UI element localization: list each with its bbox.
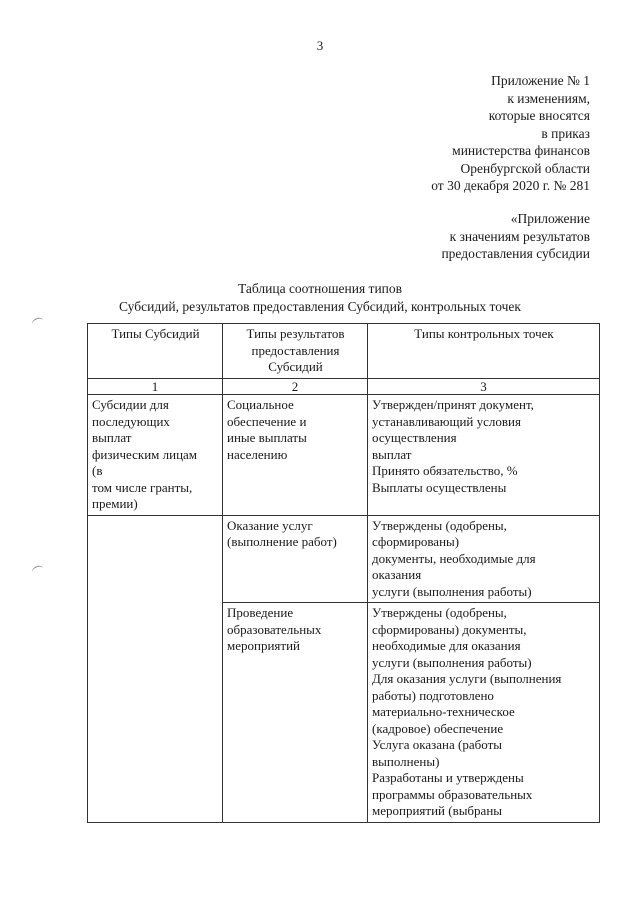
- cell-text: мероприятий (выбраны: [372, 803, 503, 818]
- cell-text: выплат: [372, 446, 412, 462]
- cell-text: мероприятий: [227, 638, 300, 653]
- cell-text: Для оказания услуги (выполнения: [372, 671, 562, 686]
- cell-text: населению: [227, 446, 288, 462]
- punch-hole-mark: [31, 564, 45, 577]
- appendix-line: от 30 декабря 2020 г. № 281: [431, 178, 590, 193]
- cell-text: (в: [92, 463, 103, 478]
- cell-text: Утверждены (одобрены,: [372, 517, 507, 533]
- header-text: Типы контрольных точек: [414, 326, 554, 341]
- table-title: [0, 280, 640, 316]
- annex-line: «Приложение: [510, 211, 590, 226]
- cell-text: Услуга оказана (работы: [372, 737, 502, 752]
- annex-line: предоставления субсидии: [441, 246, 590, 261]
- header-text: Субсидий: [268, 359, 323, 374]
- column-number: 2: [223, 379, 368, 395]
- table-title-line: Субсидий, результатов предоставления Субсидий, контрольных точек: [119, 299, 521, 314]
- cell-text: (выполнение работ): [227, 534, 337, 549]
- result-type-cell: [223, 515, 368, 603]
- result-type-cell: [223, 603, 368, 823]
- cell-text: выполнены): [372, 753, 440, 769]
- cell-text: материально-техническое: [372, 704, 515, 719]
- column-number: 3: [368, 379, 600, 395]
- cell-text: Выплаты осуществлены: [372, 479, 507, 495]
- header-subsidy-types: [88, 324, 223, 379]
- cell-text: устанавливающий условия: [372, 413, 521, 429]
- annex-line: к значениям результатов: [449, 228, 590, 244]
- header-text: предоставления: [251, 342, 340, 358]
- appendix-line: Приложение № 1: [491, 73, 590, 88]
- cell-text: осуществления: [372, 430, 457, 445]
- subsidy-type-cell: [88, 395, 223, 516]
- table-header-row: [88, 324, 600, 379]
- cell-text: Оказание услуг: [227, 517, 313, 533]
- appendix-header: [431, 72, 590, 195]
- appendix-line: Оренбургской области: [460, 160, 590, 176]
- cell-text: Принято обязательство, %: [372, 463, 518, 478]
- cell-text: (кадровое) обеспечение: [372, 720, 504, 736]
- header-text: Типы результатов: [246, 326, 345, 341]
- cell-text: премии): [92, 496, 138, 511]
- cell-text: сформированы): [372, 534, 460, 549]
- cell-text: документы, необходимые для: [372, 550, 536, 566]
- cell-text: Субсидии для: [92, 397, 169, 412]
- table-row: [88, 515, 600, 603]
- cell-text: услуги (выполнения работы): [372, 654, 532, 670]
- cell-text: последующих: [92, 413, 170, 429]
- column-number: 1: [88, 379, 223, 395]
- cell-text: Социальное: [227, 397, 294, 412]
- cell-text: том числе гранты,: [92, 479, 193, 495]
- cell-text: Разработаны и утверждены: [372, 770, 524, 785]
- cell-text: услуги (выполнения работы): [372, 583, 532, 599]
- cell-text: Проведение: [227, 605, 294, 620]
- cell-text: работы) подготовлено: [372, 687, 494, 703]
- header-result-types: [223, 324, 368, 379]
- appendix-line: к изменениям,: [507, 90, 590, 106]
- header-text: Типы Субсидий: [111, 326, 200, 341]
- cell-text: необходимые для оказания: [372, 638, 521, 653]
- cell-text: выплат: [92, 430, 132, 445]
- cell-text: физическим лицам: [92, 446, 198, 462]
- cell-text: образовательных: [227, 621, 322, 637]
- checkpoint-cell: [368, 395, 600, 516]
- appendix-line: в приказ: [541, 125, 590, 141]
- punch-hole-mark: [31, 316, 45, 329]
- cell-text: обеспечение и: [227, 413, 307, 429]
- correspondence-table: [87, 323, 600, 823]
- header-checkpoint-types: [368, 324, 600, 379]
- annex-header: [441, 210, 590, 263]
- checkpoint-cell: [368, 603, 600, 823]
- cell-text: сформированы) документы,: [372, 621, 527, 637]
- column-number-row: [88, 379, 600, 395]
- checkpoint-cell: [368, 515, 600, 603]
- empty-subsidy-cell: [88, 515, 223, 822]
- cell-text: Утверждены (одобрены,: [372, 605, 507, 620]
- cell-text: Утвержден/принят документ,: [372, 397, 534, 412]
- table-row: [88, 395, 600, 516]
- cell-text: оказания: [372, 567, 422, 582]
- page-number: 3: [316, 38, 324, 53]
- cell-text: программы образовательных: [372, 786, 533, 802]
- cell-text: иные выплаты: [227, 430, 307, 445]
- result-type-cell: [223, 395, 368, 516]
- table-title-line: Таблица соотношения типов: [237, 281, 403, 296]
- appendix-line: которые вносятся: [488, 108, 590, 123]
- appendix-line: министерства финансов: [452, 143, 590, 158]
